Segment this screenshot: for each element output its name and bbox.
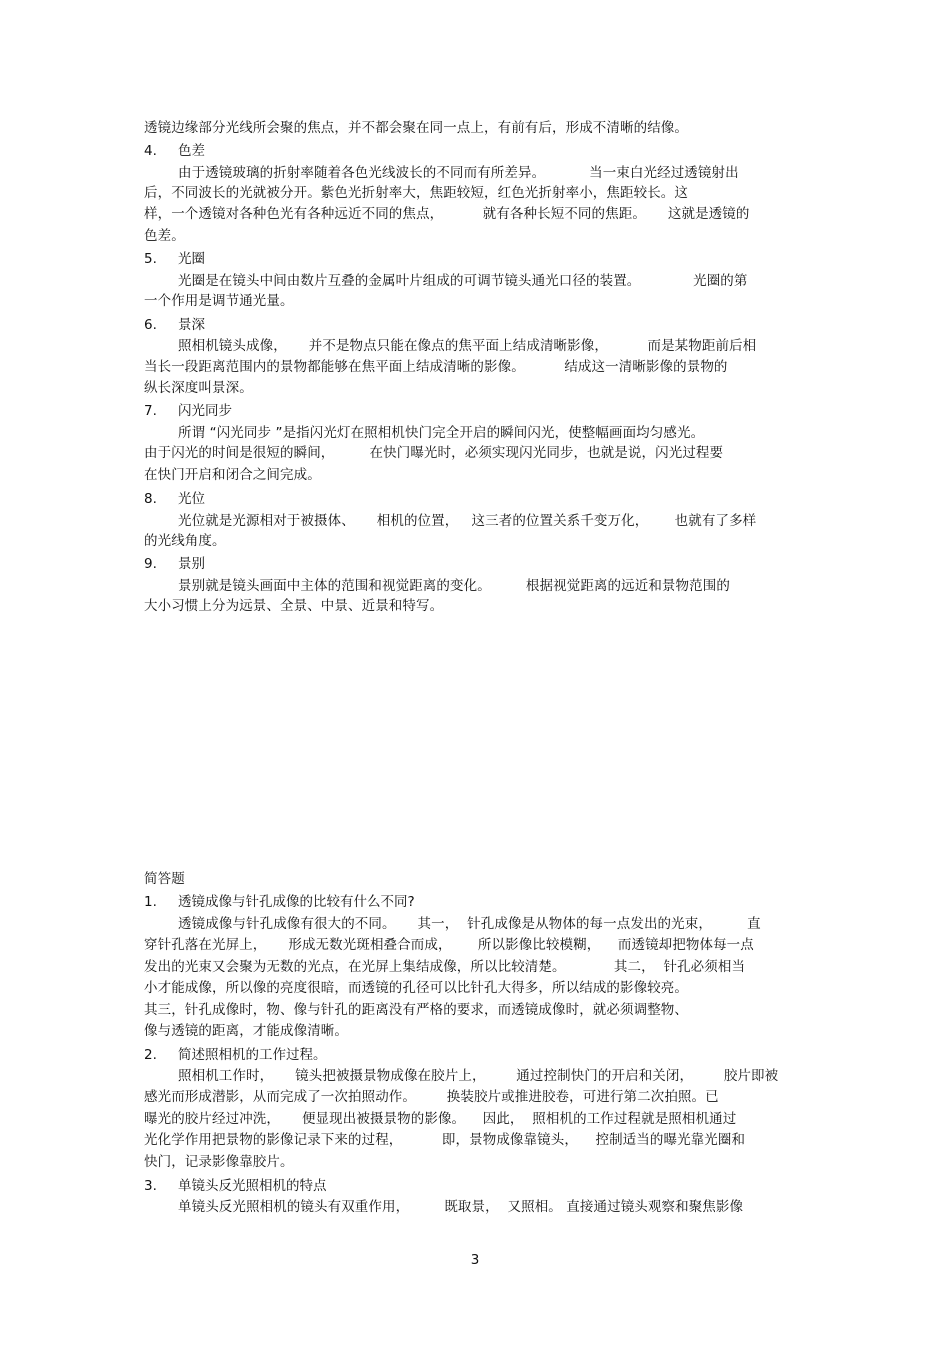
paragraph-line: 光化学作用把景物的影像记录下来的过程， 即，景物成像靠镜头， 控制适当的曝光靠光圈和 bbox=[144, 1132, 746, 1148]
paragraph-line: 后，不同波长的光就被分开。紫色光折射率大，焦距较短，红色光折射率小，焦距较长。这 bbox=[144, 185, 688, 201]
paragraph-line: 其三，针孔成像时，物、像与针孔的距离没有严格的要求，而透镜成像时，就必须调整物、 bbox=[144, 1002, 688, 1018]
paragraph-line: 照相机镜头成像， 并不是物点只能在像点的焦平面上结成清晰影像， 而是某物距前后相 bbox=[178, 338, 757, 354]
section-title: 景深 bbox=[178, 317, 205, 333]
paragraph-line: 一个作用是调节通光量。 bbox=[144, 293, 294, 309]
paragraph-line: 由于透镜玻璃的折射率随着各色光线波长的不同而有所差异。 当一束白光经过透镜射出 bbox=[178, 165, 739, 181]
paragraph-line: 曝光的胶片经过冲洗， 便显现出被摄景物的影像。 因此， 照相机的工作过程就是照相机通过 bbox=[144, 1111, 737, 1127]
paragraph-line: 快门，记录影像靠胶片。 bbox=[144, 1154, 294, 1170]
paragraph-line: 透镜成像与针孔成像有很大的不同。 其一， 针孔成像是从物体的每一点发出的光束， 直 bbox=[178, 916, 761, 932]
section-title: 色差 bbox=[178, 143, 205, 159]
qa-heading: 简答题 bbox=[144, 871, 185, 887]
paragraph-line: 像与透镜的距离，才能成像清晰。 bbox=[144, 1023, 348, 1039]
question-number: 2. bbox=[144, 1047, 157, 1063]
paragraph-line: 照相机工作时， 镜头把被摄景物成像在胶片上， 通过控制快门的开启和关闭， 胶片即被 bbox=[178, 1068, 779, 1084]
paragraph-line: 大小习惯上分为远景、全景、中景、近景和特写。 bbox=[144, 598, 444, 614]
section-number: 8. bbox=[144, 491, 157, 507]
paragraph-line: 的光线角度。 bbox=[144, 533, 226, 549]
section-number: 5. bbox=[144, 251, 157, 267]
section-number: 7. bbox=[144, 403, 157, 419]
paragraph-line: 当长一段距离范围内的景物都能够在焦平面上结成清晰的影像。 结成这一清晰影像的景物的 bbox=[144, 359, 728, 375]
paragraph-line: 透镜边缘部分光线所会聚的焦点，并不都会聚在同一点上，有前有后，形成不清晰的结像。 bbox=[144, 120, 688, 136]
question-number: 3. bbox=[144, 1178, 157, 1194]
section-title: 闪光同步 bbox=[178, 403, 232, 419]
paragraph-line: 纵长深度叫景深。 bbox=[144, 380, 253, 396]
question-title: 透镜成像与针孔成像的比较有什么不同? bbox=[178, 894, 415, 910]
paragraph-line: 景别就是镜头画面中主体的范围和视觉距离的变化。 根据视觉距离的远近和景物范围的 bbox=[178, 578, 730, 594]
paragraph-line: 感光而形成潜影，从而完成了一次拍照动作。 换装胶片或推进胶卷，可进行第二次拍照。已 bbox=[144, 1089, 719, 1105]
paragraph-line: 发出的光束又会聚为无数的光点，在光屏上集结成像，所以比较清楚。 其二， 针孔必须相当 bbox=[144, 959, 746, 975]
paragraph-line: 色差。 bbox=[144, 228, 185, 244]
paragraph-line: 所谓 “闪光同步 ”是指闪光灯在照相机快门完全开启的瞬间闪光，使整幅画面均匀感光。 bbox=[178, 425, 705, 441]
section-title: 光圈 bbox=[178, 251, 205, 267]
paragraph-line: 样，一个透镜对各种色光有各种远近不同的焦点， 就有各种长短不同的焦距。 这就是透镜的 bbox=[144, 206, 750, 222]
paragraph-line: 穿针孔落在光屏上， 形成无数光斑相叠合而成， 所以影像比较模糊， 而透镜却把物体每一点 bbox=[144, 937, 754, 953]
paragraph-line: 在快门开启和闭合之间完成。 bbox=[144, 467, 321, 483]
paragraph-line: 由于闪光的时间是很短的瞬间， 在快门曝光时，必须实现闪光同步，也就是说，闪光过程要 bbox=[144, 445, 724, 461]
question-number: 1. bbox=[144, 894, 157, 910]
question-title: 简述照相机的工作过程。 bbox=[178, 1047, 327, 1063]
page-number: 3 bbox=[470, 1252, 480, 1268]
section-number: 6. bbox=[144, 317, 157, 333]
paragraph-line: 光圈是在镜头中间由数片互叠的金属叶片组成的可调节镜头通光口径的装置。 光圈的第 bbox=[178, 273, 748, 289]
section-title: 光位 bbox=[178, 491, 205, 507]
question-title: 单镜头反光照相机的特点 bbox=[178, 1178, 327, 1194]
section-number: 9. bbox=[144, 556, 157, 572]
paragraph-line: 小才能成像，所以像的亮度很暗，而透镜的孔径可以比针孔大得多，所以结成的影像较亮。 bbox=[144, 980, 688, 996]
section-title: 景别 bbox=[178, 556, 205, 572]
paragraph-line: 单镜头反光照相机的镜头有双重作用， 既取景， 又照相。 直接通过镜头观察和聚焦影像 bbox=[178, 1199, 744, 1215]
paragraph-line: 光位就是光源相对于被摄体、 相机的位置， 这三者的位置关系千变万化， 也就有了多样 bbox=[178, 513, 757, 529]
section-number: 4. bbox=[144, 143, 157, 159]
